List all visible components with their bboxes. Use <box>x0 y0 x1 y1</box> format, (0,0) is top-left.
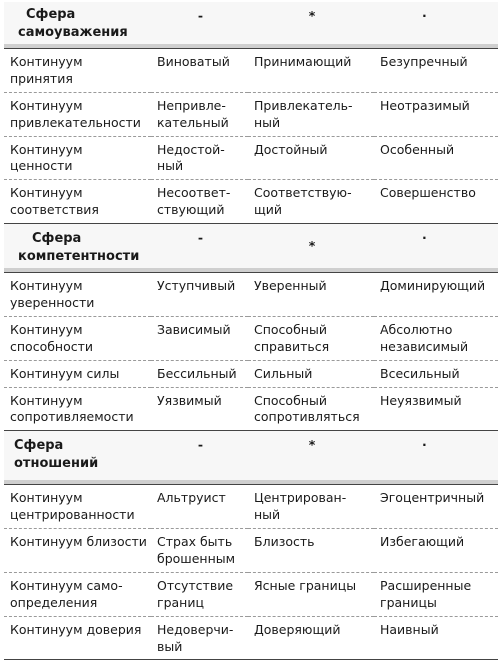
continuum-cell: Континуум доверия <box>4 616 151 660</box>
plus-cell: Неуязвимый <box>374 387 498 431</box>
section-title <box>4 431 151 481</box>
table-row <box>4 360 498 387</box>
norm-cell: Сильный <box>248 360 374 387</box>
plus-cell: Особенный <box>374 136 498 180</box>
section-header-self-esteem <box>4 2 498 44</box>
continuum-cell: Континуум способности <box>4 316 151 360</box>
table-row <box>4 616 498 660</box>
norm-symbol: * <box>248 431 374 481</box>
minus-cell: Зависимый <box>151 316 248 360</box>
norm-symbol: * <box>248 2 374 44</box>
norm-cell: Уверенный <box>248 273 374 317</box>
continuum-cell: Континуум силы <box>4 360 151 387</box>
continuum-cell: Континуум сопротивляемости <box>4 387 151 431</box>
section-header-relations <box>4 431 498 481</box>
continuum-cell: Континуум ценности <box>4 136 151 180</box>
section-title-line1: Сфера отношений <box>14 438 99 471</box>
section-title-line1: Сфера <box>32 231 82 247</box>
minus-cell: Уязвимый <box>151 387 248 431</box>
plus-cell: Эгоцентричный <box>374 485 498 529</box>
minus-symbol: - <box>151 431 248 481</box>
plus-cell: Абсолютно независимый <box>374 316 498 360</box>
continuum-cell: Континуум само-определения <box>4 572 151 616</box>
continuum-cell: Континуум центрированности <box>4 485 151 529</box>
table-row <box>4 316 498 360</box>
minus-symbol: - <box>151 2 248 44</box>
section-title-line1: Сфера <box>26 7 76 22</box>
section-title-line2: компетентности <box>18 248 140 264</box>
norm-cell: Способный сопротивляться <box>248 387 374 431</box>
norm-cell: Привлекатель-ный <box>248 92 374 136</box>
table-row <box>4 49 498 93</box>
section-title <box>4 224 151 269</box>
plus-cell: Безупречный <box>374 49 498 93</box>
minus-symbol: - <box>151 224 248 269</box>
table-row <box>4 485 498 529</box>
plus-symbol: · <box>374 224 498 269</box>
table-row <box>4 92 498 136</box>
continuum-cell: Континуум привлекательности <box>4 92 151 136</box>
continuum-cell: Континуум соответствия <box>4 180 151 224</box>
norm-cell: Соответствую-щий <box>248 180 374 224</box>
norm-symbol: * <box>248 224 374 269</box>
minus-cell: Бессильный <box>151 360 248 387</box>
table-row <box>4 180 498 224</box>
minus-cell: Непривле-кательный <box>151 92 248 136</box>
plus-cell: Совершенство <box>374 180 498 224</box>
norm-cell: Принимающий <box>248 49 374 93</box>
norm-cell: Близость <box>248 529 374 573</box>
plus-cell: Доминирующий <box>374 273 498 317</box>
continuum-cell: Континуум уверенности <box>4 273 151 317</box>
minus-cell: Страх быть брошенным <box>151 529 248 573</box>
minus-cell: Виноватый <box>151 49 248 93</box>
table-row <box>4 529 498 573</box>
section-header-competence <box>4 224 498 269</box>
minus-cell: Уступчивый <box>151 273 248 317</box>
norm-cell: Способный справиться <box>248 316 374 360</box>
norm-cell: Ясные границы <box>248 572 374 616</box>
minus-cell: Несоответ-ствующий <box>151 180 248 224</box>
table-row <box>4 273 498 317</box>
plus-cell: Наивный <box>374 616 498 660</box>
table-row <box>4 572 498 616</box>
plus-symbol: · <box>374 431 498 481</box>
plus-symbol: · <box>374 2 498 44</box>
plus-cell: Всесильный <box>374 360 498 387</box>
plus-cell: Неотразимый <box>374 92 498 136</box>
minus-cell: Недостой-ный <box>151 136 248 180</box>
norm-cell: Достойный <box>248 136 374 180</box>
spheres-table <box>4 2 498 660</box>
plus-cell: Избегающий <box>374 529 498 573</box>
norm-cell: Доверяющий <box>248 616 374 660</box>
minus-cell: Альтруист <box>151 485 248 529</box>
minus-cell: Отсутствие границ <box>151 572 248 616</box>
plus-cell: Расширенные границы <box>374 572 498 616</box>
table-row <box>4 387 498 431</box>
table-row <box>4 136 498 180</box>
continuum-cell: Континуум принятия <box>4 49 151 93</box>
continuum-cell: Континуум близости <box>4 529 151 573</box>
norm-cell: Центрирован-ный <box>248 485 374 529</box>
minus-cell: Недоверчи-вый <box>151 616 248 660</box>
section-title <box>4 2 151 44</box>
section-title-line2: самоуважения <box>18 24 128 40</box>
